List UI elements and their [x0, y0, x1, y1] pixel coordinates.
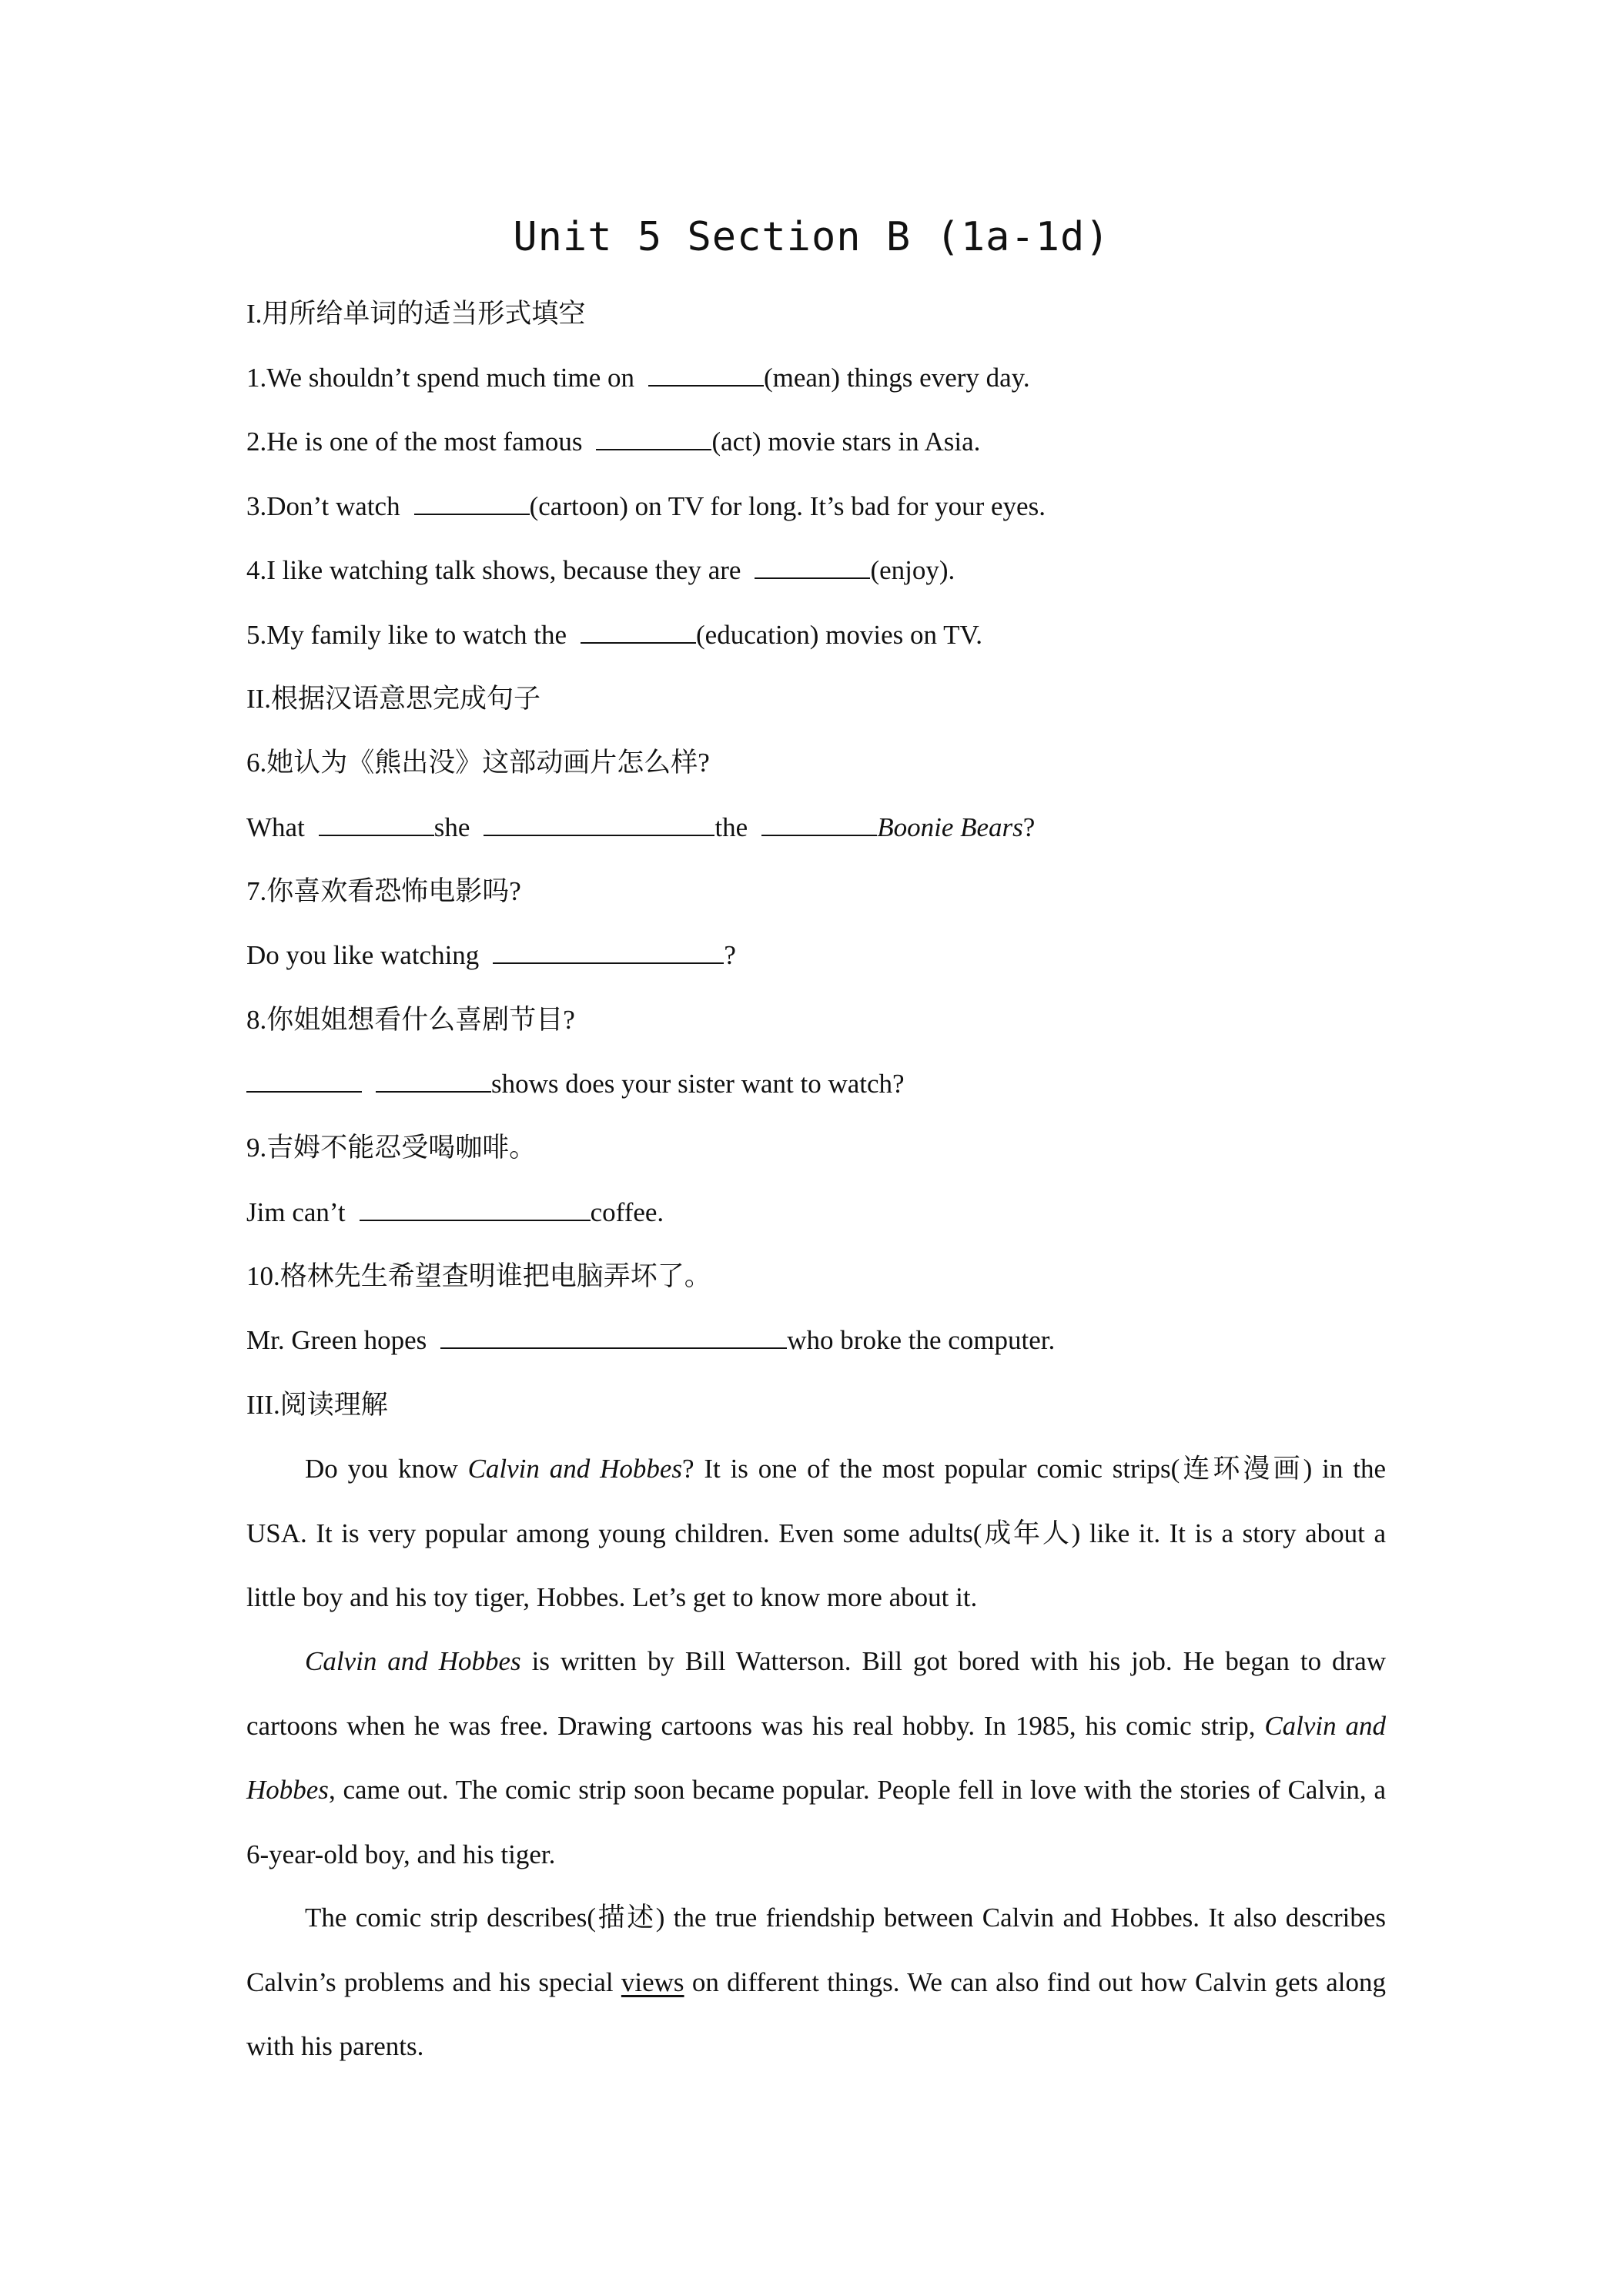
paragraph-text: The comic strip describes(描述) the true friendship between Calvin and Hobbes. It also describes Calvin’s problems and his special — [246, 1903, 1386, 1997]
question-text: ? — [1022, 812, 1036, 842]
question-7-chinese: 7.你喜欢看恐怖电影吗? — [246, 876, 521, 906]
question-text: 1.We shouldn’t spend much time on — [246, 363, 634, 393]
question-5 — [246, 618, 982, 652]
answer-blank[interactable] — [648, 362, 764, 387]
question-7 — [246, 939, 736, 972]
question-text: the — [714, 812, 748, 842]
answer-blank[interactable] — [761, 812, 877, 836]
question-10-chinese: 10.格林先生希望查明谁把电脑弄坏了。 — [246, 1261, 711, 1291]
question-text: (act) movie stars in Asia. — [711, 427, 981, 457]
question-text: shows does your sister want to watch? — [491, 1069, 905, 1099]
question-3 — [246, 490, 1046, 524]
question-1 — [246, 361, 1030, 395]
answer-blank[interactable] — [414, 490, 530, 515]
question-text: she — [433, 812, 470, 842]
answer-blank[interactable] — [360, 1197, 591, 1221]
question-8 — [246, 1067, 905, 1101]
question-text: What — [246, 812, 305, 842]
title-italic: Boonie Bears — [877, 812, 1023, 842]
question-text: 4.I like watching talk shows, because they are — [246, 555, 741, 585]
paragraph-text: , came out. The comic strip soon became popular. People fell in love with the stories of Calvin, a 6-year-old boy, and his tiger. — [246, 1775, 1386, 1869]
title-italic: Calvin and Hobbes — [467, 1454, 682, 1484]
answer-blank[interactable] — [376, 1068, 491, 1093]
section-heading-2: II.根据汉语意思完成句子 — [246, 684, 541, 714]
answer-blank[interactable] — [484, 812, 714, 836]
answer-blank[interactable] — [755, 554, 870, 579]
underlined-word: views — [621, 1966, 684, 1997]
reading-paragraph-3 — [246, 1886, 1386, 2079]
question-9 — [246, 1196, 664, 1230]
paragraph-text: ? It is one of the most popular comic strips(连环漫画) in the USA. It is very popular among young children. Even some adults(成年人) like it. It is a story about a little boy and his toy tiger, Hobbes. Let’s get to know more about it. — [246, 1454, 1386, 1612]
question-4 — [246, 554, 955, 587]
paragraph-text: is written by Bill Watterson. Bill got bored with his job. He began to draw cartoons when he was free. Drawing cartoons was his real hobby. In 1985, his comic strip, — [246, 1646, 1387, 1741]
page-title: Unit 5 Section B (1a-1d) — [513, 214, 1110, 260]
paragraph-text: on different things. We can also find out how Calvin gets along with his parents. — [246, 1966, 1386, 2061]
question-text: Jim can’t — [246, 1197, 346, 1227]
question-text: 3.Don’t watch — [246, 491, 400, 521]
answer-blank[interactable] — [440, 1324, 787, 1349]
answer-blank[interactable] — [319, 812, 434, 836]
answer-blank[interactable] — [493, 939, 724, 964]
title-italic: Calvin and Hobbes — [305, 1646, 521, 1676]
question-6 — [246, 811, 1035, 845]
question-10 — [246, 1324, 1055, 1357]
question-text: (enjoy). — [870, 555, 955, 585]
section-heading-3: III.阅读理解 — [246, 1390, 388, 1420]
question-text: (cartoon) on TV for long. It’s bad for your eyes. — [529, 491, 1046, 521]
question-text: (mean) things every day. — [763, 363, 1030, 393]
question-text: Mr. Green hopes — [246, 1325, 427, 1355]
answer-blank[interactable] — [246, 1068, 362, 1093]
question-text: who broke the computer. — [787, 1325, 1056, 1355]
question-text: (education) movies on TV. — [696, 620, 983, 650]
answer-blank[interactable] — [596, 426, 711, 450]
reading-paragraph-2 — [246, 1629, 1386, 1886]
question-text: ? — [724, 940, 736, 970]
question-text: Do you like watching — [246, 940, 480, 970]
answer-blank[interactable] — [581, 619, 696, 644]
question-text: 2.He is one of the most famous — [246, 427, 583, 457]
paragraph-text: Do you know — [305, 1454, 468, 1484]
question-8-chinese: 8.你姐姐想看什么喜剧节目? — [246, 1005, 575, 1035]
reading-paragraph-1 — [246, 1437, 1386, 1630]
title-italic: Calvin and Hobbes — [246, 1710, 1386, 1805]
question-text: coffee. — [590, 1197, 664, 1227]
question-6-chinese: 6.她认为《熊出没》这部动画片怎么样? — [246, 748, 710, 778]
question-text: 5.My family like to watch the — [246, 620, 567, 650]
question-9-chinese: 9.吉姆不能忍受喝咖啡。 — [246, 1133, 537, 1163]
section-heading-1: I.用所给单词的适当形式填空 — [246, 299, 586, 329]
question-2 — [246, 425, 980, 459]
